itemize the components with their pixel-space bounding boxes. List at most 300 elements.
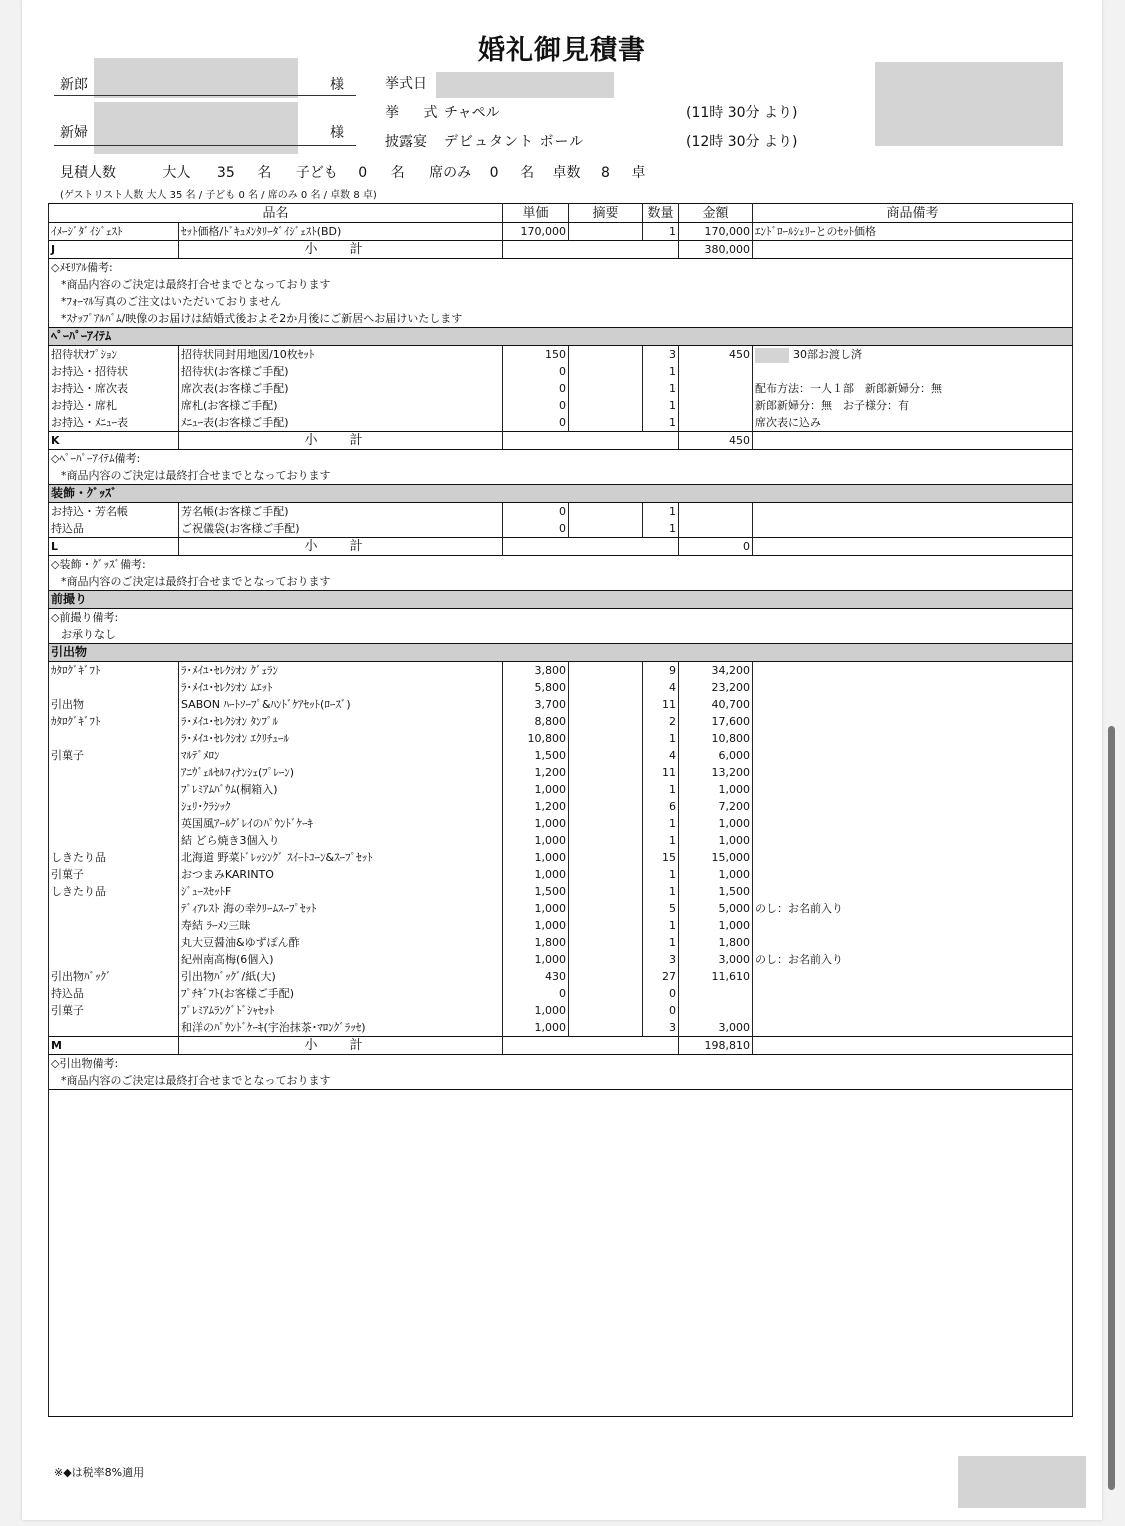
note-title: ◇引出物備考: [49, 1055, 1073, 1073]
item-unit-price: 170,000 [503, 223, 569, 241]
item-unit-price: 1,000 [503, 832, 569, 849]
item-name: ｾｯﾄ価格/ﾄﾞｷｭﾒﾝﾀﾘｰﾀﾞｲｼﾞｪｽﾄ(BD) [179, 223, 503, 241]
item-category [49, 764, 179, 781]
item-name: ﾗ･ﾒｲﾕ･ｾﾚｸｼｵﾝ ｴｸﾘﾁｭｰﾙ [179, 730, 503, 747]
table-row [49, 1002, 1073, 1019]
table-row [49, 223, 1073, 241]
item-note [753, 1002, 1073, 1019]
item-unit-price: 0 [503, 503, 569, 521]
item-amount: 13,200 [679, 764, 753, 781]
item-amount: 10,800 [679, 730, 753, 747]
item-name: ﾌﾟﾁｷﾞﾌﾄ(お客様ご手配) [179, 985, 503, 1002]
item-category [49, 900, 179, 917]
item-quantity: 1 [643, 917, 679, 934]
reception-time: (12時 30分 より) [686, 134, 798, 150]
groom-label: 新郎 [60, 77, 88, 93]
item-category [49, 798, 179, 815]
note-line-row [49, 467, 1073, 485]
item-summary [569, 934, 643, 951]
item-category: 持込品 [49, 985, 179, 1002]
item-amount: 17,600 [679, 713, 753, 730]
item-note [753, 730, 1073, 747]
note-line-row [49, 1072, 1073, 1090]
item-summary [569, 781, 643, 798]
item-unit-price: 1,000 [503, 951, 569, 968]
item-name: ﾃﾞｨｱﾚｽﾄ 海の幸ｸﾘｰﾑｽｰﾌﾟｾｯﾄ [179, 900, 503, 917]
headcount-row [60, 162, 645, 182]
adult-unit: 名 [257, 165, 272, 181]
item-summary [569, 747, 643, 764]
item-name: ｼﾞｭｰｽｾｯﾄF [179, 883, 503, 900]
item-quantity: 1 [643, 503, 679, 521]
item-unit-price: 10,800 [503, 730, 569, 747]
item-unit-price: 1,200 [503, 798, 569, 815]
item-summary [569, 414, 643, 432]
item-quantity: 27 [643, 968, 679, 985]
item-category: 引出物 [49, 696, 179, 713]
item-category: お持込・席次表 [49, 380, 179, 397]
item-unit-price: 1,000 [503, 1019, 569, 1037]
note-line: *ｽﾅｯﾌﾟｱﾙﾊﾞﾑ/映像のお届けは結婚式後およそ2か月後にご新居へお届けいたします [49, 310, 1073, 328]
table-row [49, 781, 1073, 798]
item-note [753, 883, 1073, 900]
subtotal-label: 小 計 [179, 241, 503, 259]
table-row [49, 985, 1073, 1002]
item-unit-price: 1,500 [503, 883, 569, 900]
subtotal-note [753, 432, 1073, 450]
item-note [753, 414, 1073, 432]
col-header-item: 品名 [49, 204, 503, 223]
table-row [49, 380, 1073, 397]
estimate-table-body [49, 204, 1073, 1417]
item-quantity: 1 [643, 730, 679, 747]
item-summary [569, 764, 643, 781]
section-header-row [49, 644, 1073, 662]
item-note [753, 832, 1073, 849]
subtotal-row [49, 538, 1073, 556]
item-category: 引菓子 [49, 747, 179, 764]
item-note [753, 917, 1073, 934]
item-name: 紀州南高梅(6個入) [179, 951, 503, 968]
vertical-scrollbar[interactable] [1108, 726, 1115, 1490]
item-note-text: ｴﾝﾄﾞﾛｰﾙｼｪﾘｰとのｾｯﾄ価格 [755, 225, 877, 238]
item-amount: 3,000 [679, 951, 753, 968]
item-note [753, 713, 1073, 730]
table-row [49, 764, 1073, 781]
table-header-row [49, 204, 1073, 223]
item-quantity: 1 [643, 363, 679, 380]
item-name: おつまみKARINTO [179, 866, 503, 883]
table-row [49, 397, 1073, 414]
item-summary [569, 1002, 643, 1019]
item-category [49, 815, 179, 832]
item-summary [569, 900, 643, 917]
item-unit-price: 1,000 [503, 1002, 569, 1019]
item-summary [569, 968, 643, 985]
item-unit-price: 0 [503, 397, 569, 414]
item-summary [569, 815, 643, 832]
section-header-row [49, 328, 1073, 346]
table-row [49, 951, 1073, 968]
subtotal-letter: K [49, 432, 179, 450]
item-amount: 450 [679, 346, 753, 364]
item-quantity: 1 [643, 832, 679, 849]
item-name: ご祝儀袋(お客様ご手配) [179, 520, 503, 538]
item-amount: 1,800 [679, 934, 753, 951]
item-amount: 170,000 [679, 223, 753, 241]
item-amount: 5,000 [679, 900, 753, 917]
item-name: ﾌﾟﾚﾐｱﾑﾊﾞｳﾑ(桐箱入) [179, 781, 503, 798]
reception-label: 披露宴 [385, 134, 427, 150]
note-title-row [49, 259, 1073, 277]
col-header-amount: 金額 [679, 204, 753, 223]
item-note [753, 520, 1073, 538]
item-summary [569, 679, 643, 696]
item-summary [569, 363, 643, 380]
item-note [753, 1019, 1073, 1037]
item-category: ｶﾀﾛｸﾞｷﾞﾌﾄ [49, 662, 179, 680]
groom-underline [54, 95, 356, 96]
col-header-summary: 摘要 [569, 204, 643, 223]
item-note-text: のし：お名前入り [755, 902, 844, 915]
item-amount [679, 1002, 753, 1019]
item-note-text: 配布方法：一人１部 新郎新婦分：無 [755, 382, 943, 395]
seat-count: 0 [489, 165, 499, 181]
item-note [753, 815, 1073, 832]
note-title: ◇前撮り備考: [49, 609, 1073, 627]
note-title: ◇ﾍﾟｰﾊﾟｰｱｲﾃﾑ備考: [49, 450, 1073, 468]
subtotal-note [753, 1037, 1073, 1055]
section-title: 引出物 [49, 644, 1073, 662]
item-amount: 1,000 [679, 815, 753, 832]
note-title-row [49, 556, 1073, 574]
item-unit-price: 0 [503, 414, 569, 432]
item-quantity: 2 [643, 713, 679, 730]
item-unit-price: 150 [503, 346, 569, 364]
note-redaction [755, 348, 789, 363]
section-header-row [49, 485, 1073, 503]
subtotal-row [49, 241, 1073, 259]
item-unit-price: 0 [503, 363, 569, 380]
item-summary [569, 849, 643, 866]
subtotal-row [49, 1037, 1073, 1055]
table-row [49, 503, 1073, 521]
item-quantity: 1 [643, 815, 679, 832]
item-note [753, 397, 1073, 414]
subtotal-amount: 450 [679, 432, 753, 450]
table-row [49, 696, 1073, 713]
estimate-table [48, 203, 1073, 1417]
groom-honorific: 様 [330, 77, 344, 93]
table-count: 8 [600, 165, 610, 181]
item-category [49, 934, 179, 951]
item-summary [569, 951, 643, 968]
item-name: ﾏﾙﾃﾞﾒﾛﾝ [179, 747, 503, 764]
item-name: 北海道 野菜ﾄﾞﾚｯｼﾝｸﾞ ｽｲｰﾄｺｰﾝ&ｽｰﾌﾟｾｯﾄ [179, 849, 503, 866]
item-category: ｶﾀﾛｸﾞｷﾞﾌﾄ [49, 713, 179, 730]
section-title: ﾍﾟｰﾊﾟｰｱｲﾃﾑ [49, 328, 1073, 346]
item-category: お持込・芳名帳 [49, 503, 179, 521]
item-quantity: 1 [643, 934, 679, 951]
item-amount [679, 520, 753, 538]
item-quantity: 3 [643, 1019, 679, 1037]
item-name: 和洋のﾊﾟｳﾝﾄﾞｹｰｷ(宇治抹茶･ﾏﾛﾝｸﾞﾗｯｾ) [179, 1019, 503, 1037]
item-quantity: 15 [643, 849, 679, 866]
item-summary [569, 832, 643, 849]
item-quantity: 6 [643, 798, 679, 815]
footer-redaction [958, 1456, 1086, 1508]
item-category [49, 832, 179, 849]
item-quantity: 1 [643, 883, 679, 900]
item-summary [569, 1019, 643, 1037]
item-summary [569, 397, 643, 414]
table-row [49, 849, 1073, 866]
item-amount: 7,200 [679, 798, 753, 815]
subtotal-label: 小 計 [179, 538, 503, 556]
note-line-row [49, 310, 1073, 328]
item-note [753, 951, 1073, 968]
table-row [49, 917, 1073, 934]
table-label: 卓数 [552, 165, 581, 181]
item-quantity: 1 [643, 223, 679, 241]
col-header-qty: 数量 [643, 204, 679, 223]
item-name: 招待状同封用地図/10枚ｾｯﾄ [179, 346, 503, 364]
item-quantity: 0 [643, 985, 679, 1002]
section-header-row [49, 591, 1073, 609]
item-summary [569, 798, 643, 815]
item-name: 寿結 ﾗｰﾒﾝ三昧 [179, 917, 503, 934]
item-note [753, 798, 1073, 815]
subtotal-amount: 0 [679, 538, 753, 556]
table-row [49, 968, 1073, 985]
section-title: 装飾・ｸﾞｯｽﾞ [49, 485, 1073, 503]
item-quantity: 4 [643, 747, 679, 764]
item-unit-price: 1,000 [503, 917, 569, 934]
item-category: 招待状ｵﾌﾟｼｮﾝ [49, 346, 179, 364]
item-category: ｲﾒｰｼﾞﾀﾞｲｼﾞｪｽﾄ [49, 223, 179, 241]
table-row [49, 363, 1073, 380]
note-line: *商品内容のご決定は最終打合せまでとなっております [49, 573, 1073, 591]
item-unit-price: 1,000 [503, 900, 569, 917]
item-category: 持込品 [49, 520, 179, 538]
item-quantity: 0 [643, 1002, 679, 1019]
child-unit: 名 [390, 165, 405, 181]
note-title: ◇装飾・ｸﾞｯｽﾞ備考: [49, 556, 1073, 574]
item-quantity: 1 [643, 380, 679, 397]
item-summary [569, 380, 643, 397]
item-summary [569, 520, 643, 538]
table-row [49, 414, 1073, 432]
table-row [49, 346, 1073, 364]
note-line: お承りなし [49, 626, 1073, 644]
table-row [49, 815, 1073, 832]
item-quantity: 1 [643, 781, 679, 798]
bride-underline [54, 145, 356, 146]
item-name: 丸大豆醤油&ゆずぽん酢 [179, 934, 503, 951]
blank-area [49, 1090, 1073, 1417]
note-line-row [49, 626, 1073, 644]
item-name: 結 どら焼き3個入り [179, 832, 503, 849]
table-row [49, 1019, 1073, 1037]
table-row [49, 730, 1073, 747]
item-category: 引菓子 [49, 866, 179, 883]
item-summary [569, 985, 643, 1002]
item-summary [569, 730, 643, 747]
item-quantity: 1 [643, 520, 679, 538]
item-category: しきたり品 [49, 883, 179, 900]
bride-name-redaction [94, 102, 298, 154]
item-note [753, 866, 1073, 883]
item-name: ﾗ･ﾒｲﾕ･ｾﾚｸｼｵﾝ ﾑｴｯﾄ [179, 679, 503, 696]
item-name: SABON ﾊｰﾄｿｰﾌﾟ&ﾊﾝﾄﾞｹｱｾｯﾄ(ﾛｰｽﾞ) [179, 696, 503, 713]
seat-unit: 名 [520, 165, 535, 181]
item-summary [569, 346, 643, 364]
table-row [49, 713, 1073, 730]
item-quantity: 5 [643, 900, 679, 917]
item-unit-price: 1,000 [503, 781, 569, 798]
note-title-row [49, 609, 1073, 627]
item-amount: 40,700 [679, 696, 753, 713]
col-header-note: 商品備考 [753, 204, 1073, 223]
item-unit-price: 0 [503, 985, 569, 1002]
item-unit-price: 1,200 [503, 764, 569, 781]
item-unit-price: 5,800 [503, 679, 569, 696]
table-row [49, 883, 1073, 900]
item-unit-price: 1,000 [503, 815, 569, 832]
item-quantity: 1 [643, 414, 679, 432]
ceremony-time: (11時 30分 より) [686, 105, 798, 121]
table-row [49, 747, 1073, 764]
guestlist-count: (ゲストリスト人数 大人 35 名 / 子ども 0 名 / 席のみ 0 名 / 卓数 8 卓) [60, 190, 377, 201]
col-header-price: 単価 [503, 204, 569, 223]
item-category [49, 951, 179, 968]
item-quantity: 3 [643, 346, 679, 364]
logo-redaction [875, 62, 1063, 146]
item-summary [569, 883, 643, 900]
item-unit-price: 1,000 [503, 849, 569, 866]
table-unit: 卓 [631, 165, 646, 181]
item-unit-price: 0 [503, 520, 569, 538]
item-note-text: 新郎新婦分：無 お子様分：有 [755, 399, 910, 412]
note-line-row [49, 276, 1073, 293]
item-amount: 1,500 [679, 883, 753, 900]
bride-label: 新婦 [60, 125, 88, 141]
item-quantity: 9 [643, 662, 679, 680]
item-quantity: 4 [643, 679, 679, 696]
reception-value: デビュタント ボール [444, 134, 585, 150]
item-summary [569, 917, 643, 934]
ceremony-value: チャペル [444, 105, 500, 121]
tax-footnote: ※◆は税率8%適用 [54, 1466, 145, 1479]
item-amount: 6,000 [679, 747, 753, 764]
item-name: ﾗ･ﾒｲﾕ･ｾﾚｸｼｵﾝ ｸﾞｪﾗﾝ [179, 662, 503, 680]
child-label: 子ども [295, 165, 338, 181]
item-unit-price: 3,800 [503, 662, 569, 680]
subtotal-row [49, 432, 1073, 450]
subtotal-blank [503, 538, 679, 556]
child-count: 0 [358, 165, 368, 181]
item-amount [679, 414, 753, 432]
item-name: 招待状(お客様ご手配) [179, 363, 503, 380]
item-note [753, 696, 1073, 713]
item-category [49, 781, 179, 798]
item-amount: 3,000 [679, 1019, 753, 1037]
subtotal-letter: M [49, 1037, 179, 1055]
note-line: *商品内容のご決定は最終打合せまでとなっております [49, 1072, 1073, 1090]
item-note-text: 席次表に込み [755, 416, 822, 429]
item-summary [569, 503, 643, 521]
item-name: ﾒﾆｭｰ表(お客様ご手配) [179, 414, 503, 432]
table-row [49, 662, 1073, 680]
table-row [49, 934, 1073, 951]
item-amount: 1,000 [679, 866, 753, 883]
item-quantity: 11 [643, 696, 679, 713]
item-note [753, 900, 1073, 917]
item-amount [679, 503, 753, 521]
headcount-label: 見積人数 [60, 165, 116, 181]
item-unit-price: 0 [503, 380, 569, 397]
item-summary [569, 713, 643, 730]
adult-count: 35 [216, 165, 235, 181]
item-unit-price: 430 [503, 968, 569, 985]
note-line: *商品内容のご決定は最終打合せまでとなっております [49, 276, 1073, 293]
ceremony-date-redaction [436, 72, 614, 98]
blank-area-row [49, 1090, 1073, 1417]
note-line: *商品内容のご決定は最終打合せまでとなっております [49, 467, 1073, 485]
item-name: 英国風ｱｰﾙｸﾞﾚｲのﾊﾟｳﾝﾄﾞｹｰｷ [179, 815, 503, 832]
item-note [753, 679, 1073, 696]
item-note [753, 223, 1073, 241]
item-note [753, 985, 1073, 1002]
subtotal-note [753, 538, 1073, 556]
item-amount [679, 380, 753, 397]
item-name: 引出物ﾊﾞｯｸﾞ/紙(大) [179, 968, 503, 985]
item-note [753, 968, 1073, 985]
subtotal-blank [503, 1037, 679, 1055]
note-line-row [49, 573, 1073, 591]
item-unit-price: 1,800 [503, 934, 569, 951]
subtotal-letter: J [49, 241, 179, 259]
note-title-row [49, 1055, 1073, 1073]
item-amount: 1,000 [679, 781, 753, 798]
item-category: お持込・席札 [49, 397, 179, 414]
item-note [753, 747, 1073, 764]
item-quantity: 3 [643, 951, 679, 968]
item-note [753, 346, 1073, 364]
item-note [753, 503, 1073, 521]
document-page [22, 0, 1102, 1520]
item-note-text: 30部お渡し済 [793, 348, 863, 361]
item-amount: 1,000 [679, 917, 753, 934]
item-quantity: 1 [643, 397, 679, 414]
groom-name-redaction [94, 58, 298, 98]
item-amount: 23,200 [679, 679, 753, 696]
item-name: ｼｪﾘ･ｸﾗｼｯｸ [179, 798, 503, 815]
item-name: ｱﾆｳﾞｪﾙｾﾙﾌｨﾅﾝｼｪ(ﾌﾟﾚｰﾝ) [179, 764, 503, 781]
item-note-text: のし：お名前入り [755, 953, 844, 966]
item-category [49, 917, 179, 934]
item-note [753, 781, 1073, 798]
item-amount [679, 363, 753, 380]
item-summary [569, 662, 643, 680]
item-note [753, 934, 1073, 951]
item-amount: 15,000 [679, 849, 753, 866]
item-category [49, 730, 179, 747]
item-name: 席次表(お客様ご手配) [179, 380, 503, 397]
subtotal-blank [503, 241, 679, 259]
item-summary [569, 223, 643, 241]
table-row [49, 900, 1073, 917]
